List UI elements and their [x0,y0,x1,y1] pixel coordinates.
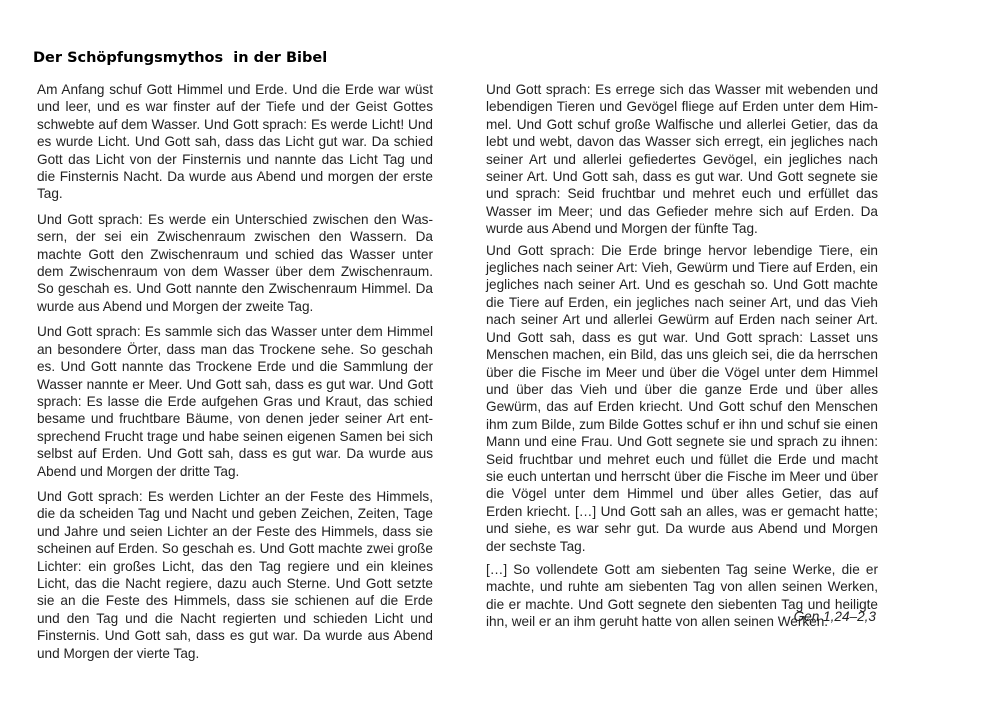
left-column [37,81,433,670]
paragraph-day-7: […] So vollendete Gott am siebenten Tag seine Werke, die er machte, und ruhte am siebenten Tag von allen seinen Werken, die er machte. Und Gott segnete den siebenten Tag und heiligte ihn, weil er an ihm geruht hatte von allen seinen Werken. [486,561,878,630]
paragraph-day-2: Und Gott sprach: Es werde ein Unterschied zwischen den Wassern, der sei ein Zwischenraum zwischen den Wassern. Da machte Gott den Zwischenraum und schied das Wasser unter dem Zwischenraum von dem Wasser über dem Zwischenraum. So geschah es. Und Gott nannte den Zwischenraum Himmel. Da wurde aus Abend und Morgen der zweite Tag. [37,211,433,314]
paragraph-day-1: Am Anfang schuf Gott Himmel und Erde. Und die Erde war wüst und leer, und es war finster auf der Tiefe und der Geist Gottes schwebte auf dem Wasser. Und Gott sprach: Es werde Licht! Und es wurde Licht. Und Gott sah, dass das Licht gut war. Da schied Gott das Licht von der Finsternis und nannte das Licht Tag und die Finsternis Nacht. Da wurde aus Abend und morgen der erste Tag. [37,82,433,202]
right-column [486,81,878,635]
paragraph-day-3: Und Gott sprach: Es sammle sich das Wasser unter dem Himmel an besondere Örter, dass man das Trockene sehe. So geschah es. Und Gott nannte das Trockene Erde und die Sammlung der Wasser nannte er Meer. Und Gott sah, dass es gut war. Und Gott sprach: Es lasse die Erde aufgehen Gras und Kraut, das schied besame und fruchtbare Bäume, von denen jeder seiner Art entsprechend Frucht trage und habe seinen eigenen Samen bei sich selbst auf Erden. Und Gott sah, dass es gut war. Da wurde aus Abend und Morgen der dritte Tag. [37,324,433,479]
paragraph-day-4: Und Gott sprach: Es werden Lichter an der Feste des Himmels, die da scheiden Tag und Nacht und geben Zeichen, Zeiten, Tage und Jahre und seien Lichter an der Feste des Himmels, dass sie scheinen auf Erden. So geschah es. Und Gott machte zwei große Lichter: ein großes Licht, das den Tag regiere und ein kleines Licht, das die Nacht regiere, dazu auch Sterne. Und Gott setzte sie an die Feste des Himmels, dass sie schienen auf die Erde und den Tag und die Nacht regierten und schieden Licht und Finsternis. Und Gott sah, dass es gut war. Da wurde aus Abend und Morgen der vierte Tag. [37,488,433,661]
paragraph-day-5: Und Gott sprach: Es errege sich das Wasser mit webenden und lebendigen Tieren und Gevögel fliege auf Erden unter dem Himmel. Und Gott schuf große Walfische und allerlei Getier, das da lebt und webt, davon das Wasser sich erregt, ein jegliches nach seiner Art und allerlei gefiedertes Gevögel, ein jegliches nach seiner Art. Und Gott sah, dass es gut war. Und Gott segnete sie und sprach: Seid fruchtbar und mehret euch und erfüllet das Wasser im Meer; und das Gefieder mehre sich auf Erden. Da wurde aus Abend und Morgen der fünfte Tag. [486,82,878,237]
bible-reference: Gen 1,24–2,3 [793,609,876,624]
paragraph-day-6: Und Gott sprach: Die Erde bringe hervor lebendige Tiere, ein jegliches nach seiner Art: Vieh, Gewürm und Tiere auf Erden, ein jegliches nach seiner Art. Und es geschah so. Und Gott machte die Tiere auf Erden, ein jegliches nach seiner Art, und das Vieh nach seiner Art und allerlei Gewürm auf Erden nach seiner Art. Und Gott sah, dass es gut war. Und Gott sprach: Lasset uns Menschen machen, ein Bild, das uns gleich sei, die da herrschen über die Fische im Meer und über die Vögel unter dem Himmel und über das Vieh und über die ganze Erde und über alles Gewürm, das auf Erden kriecht. Und Gott schuf den Menschen ihm zum Bilde, zum Bilde Gottes schuf er ihn und schuf sie einen Mann und eine Frau. Und Gott segnete sie und sprach zu ihnen: Seid fruchtbar und mehret euch und füllet die Erde und macht sie euch untertan und herrscht über die Fische im Meer und über die Vögel unter dem Himmel und über alles Getier, das auf Erden kriecht. […] Und Gott sah an alles, was er gemacht hatte; und siehe, es war sehr gut. Da wurde aus Abend und Morgen der sechste Tag. [486,242,878,554]
page-title: Der Schöpfungsmythos in der Bibel [33,50,328,66]
